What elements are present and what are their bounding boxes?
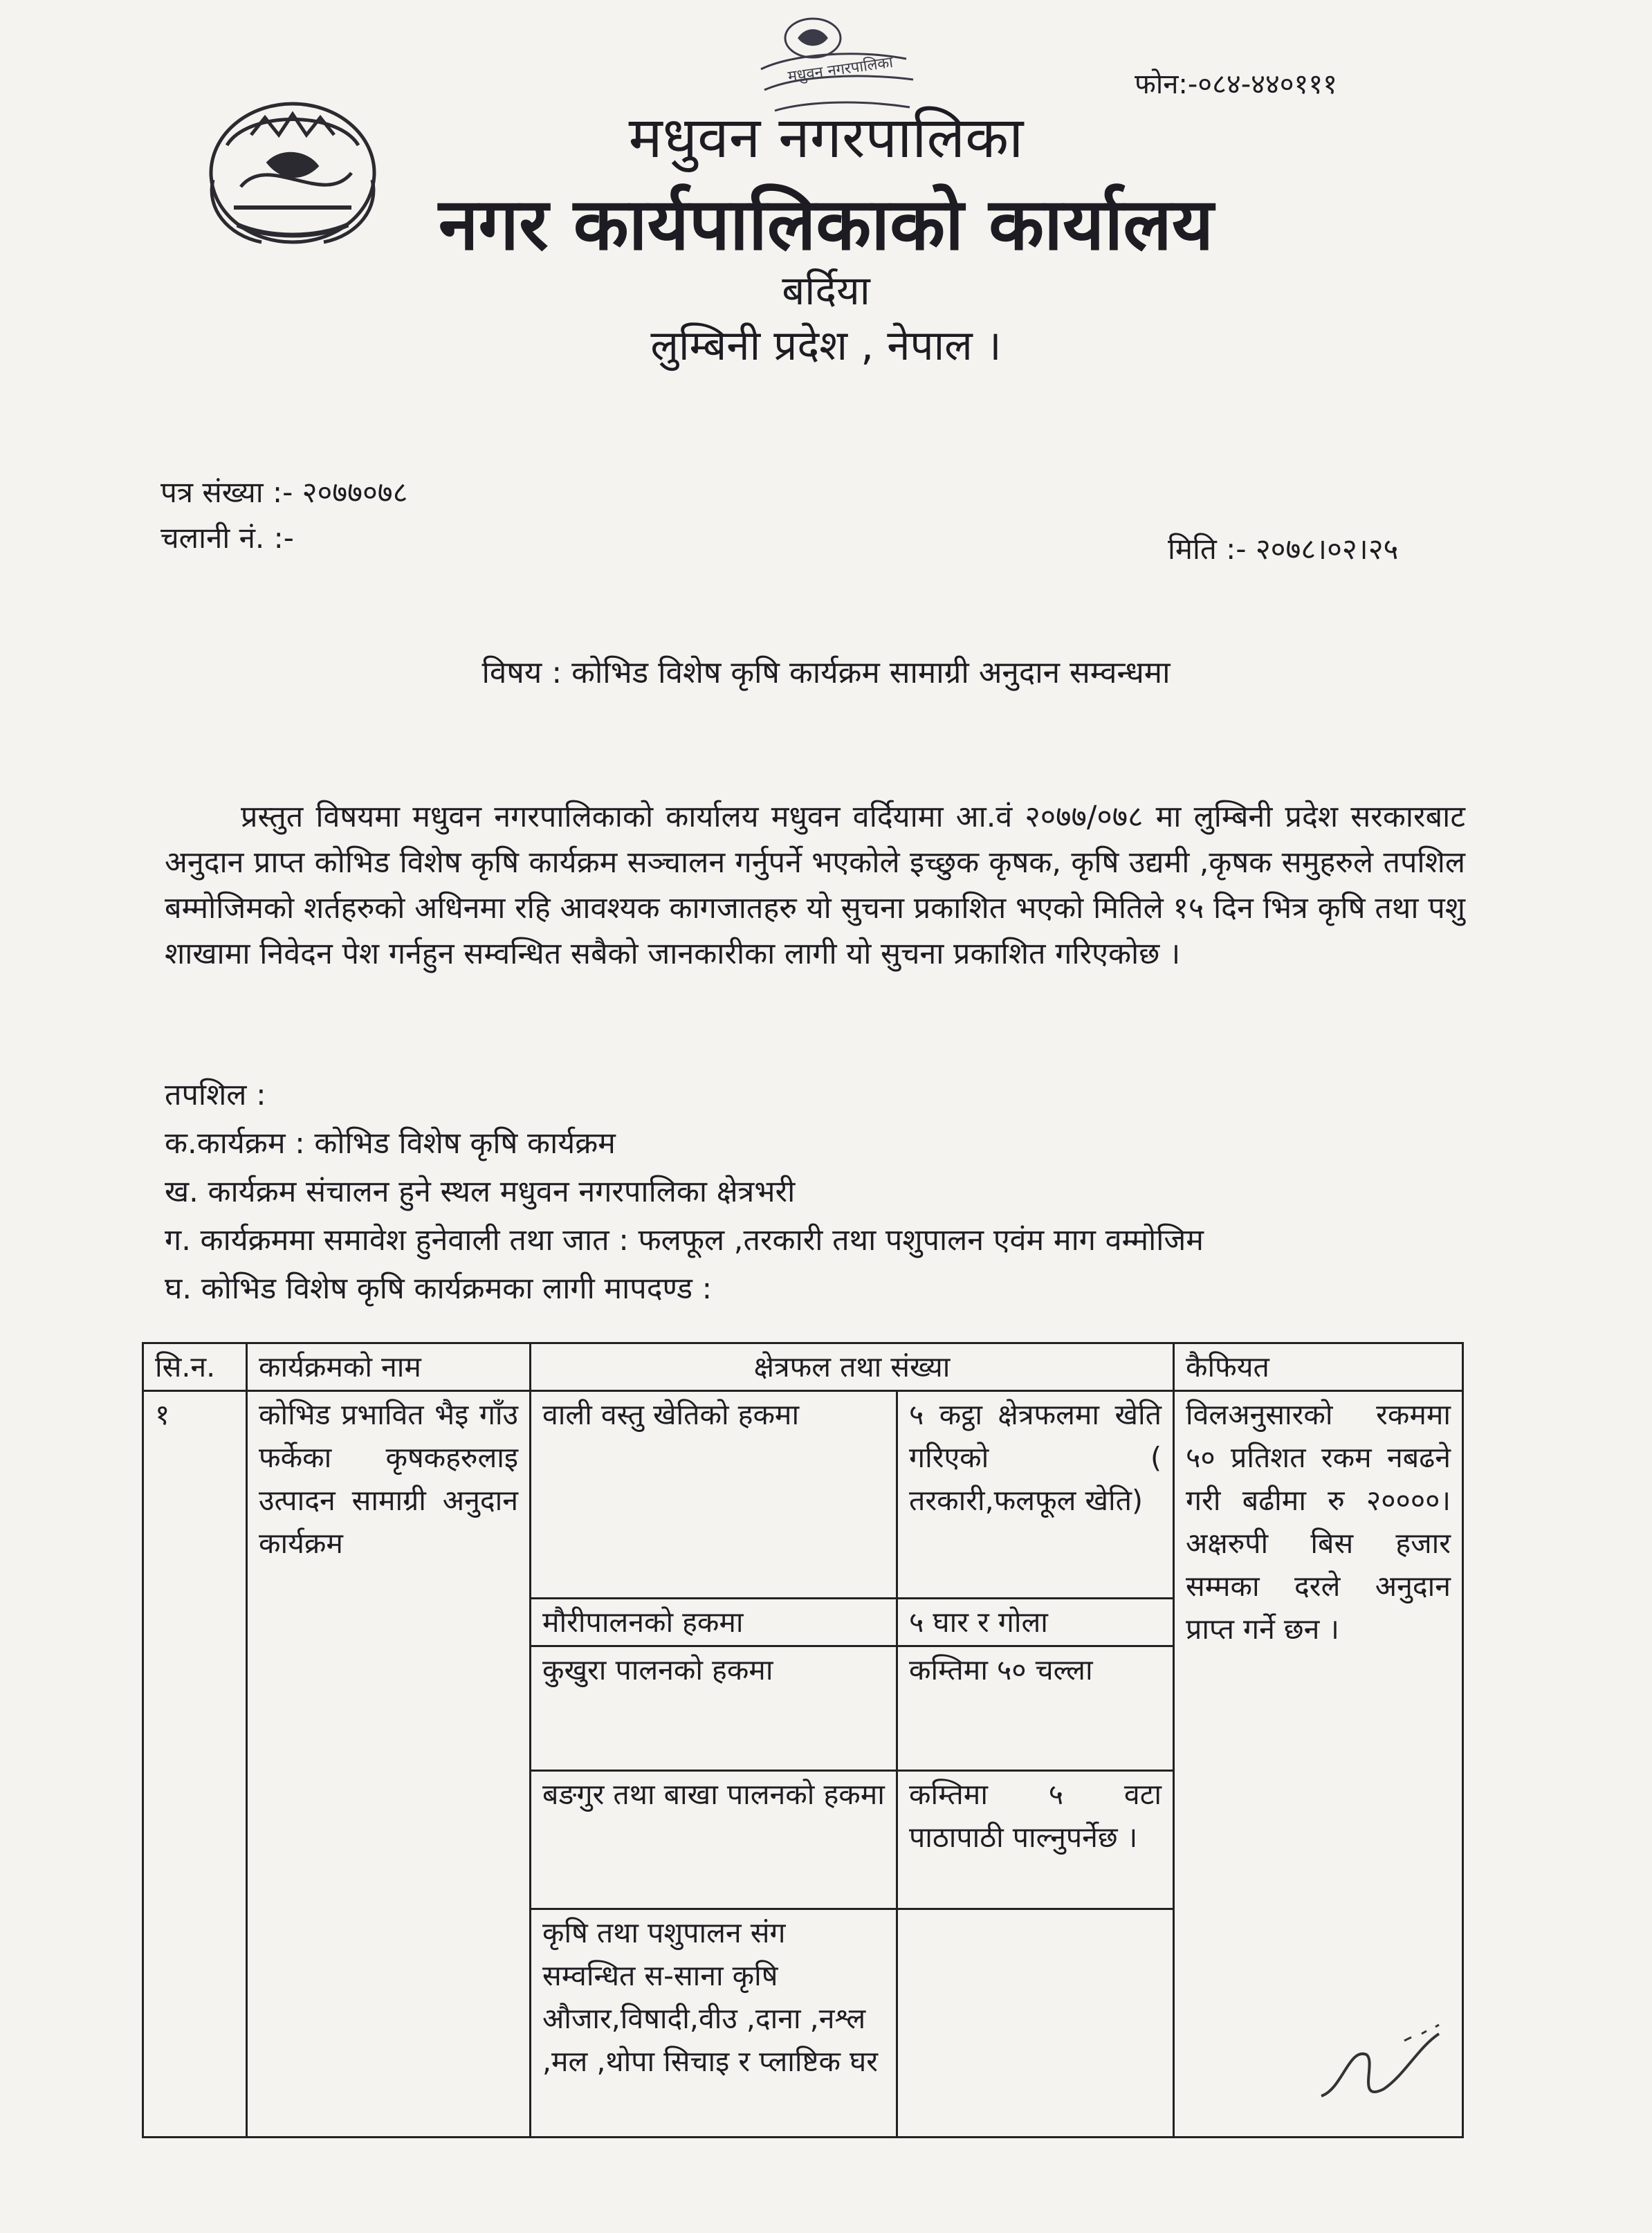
notice-body: प्रस्तुत विषयमा मधुवन नगरपालिकाको कार्यालय मधुवन वर्दियामा आ.वं २०७७/०७८ मा लुम्बिनी प्रदेश सरकारबाट अनुदान प्राप्त कोभिड विशेष कृषि कार्यक्रम सञ्चालन गर्नुपर्ने भएकोले इच्छुक कृषक, कृषि उद्यमी ,कृषक समुहरुले तपशिल बम्मोजिमको शर्तहरुको अधिनमा रहि आवश्यक कागजातहरु यो सुचना प्रकाशित भएको मितिले १५ दिन भित्र कृषि तथा पशु शाखामा निवेदन पेश गर्नहुन सम्वन्धित सबैको जानकारीका लागी यो सुचना प्रकाशित गरिएकोछ । (165, 800, 1465, 971)
serial-cell: १ (143, 1391, 247, 2138)
header-remarks: कैफियत (1174, 1343, 1463, 1391)
type-cell: मौरीपालनको हकमा (531, 1599, 897, 1646)
table-row (143, 1391, 1463, 1599)
criteria-cell: कम्तिमा ५ वटा पाठापाठी पाल्नुपर्नेछ । (897, 1771, 1174, 1909)
signature-icon (1301, 2006, 1474, 2117)
province-country: लुम्बिनी प्रदेश , नेपाल । (650, 322, 1002, 370)
type-cell: वाली वस्तु खेतिको हकमा (531, 1391, 897, 1599)
type-cell: कृषि तथा पशुपालन संग सम्वन्धित स-साना कृषि औजार,विषादी,वीउ ,दाना ,नश्ल ,मल ,थोपा सिचाइ र प्लाष्टिक घर (531, 1909, 897, 2138)
type-cell: कुखुरा पालनको हकमा (531, 1646, 897, 1771)
criteria-table (142, 1342, 1464, 2138)
criteria-cell (897, 1909, 1174, 2138)
criteria-cell: ५ कट्ठा क्षेत्रफलमा खेति गरिएको ( तरकारी,फलफूल खेति) (897, 1391, 1174, 1599)
header-area-count: क्षेत्रफल तथा संख्या (531, 1343, 1174, 1391)
district-name: बर्दिया (782, 267, 870, 314)
program-name-cell: कोभिड प्रभावित भैइ गाँउ फर्केका कृषकहरुलाइ उत्पादन सामाग्री अनुदान कार्यक्रम (247, 1391, 531, 2138)
office-title: नगर कार्यपालिकाको कार्यालय (438, 182, 1214, 266)
details-heading: तपशिल : (165, 1078, 266, 1112)
letter-date: मिति :- २०७८।०२।२५ (1168, 532, 1399, 566)
details-item: क.कार्यक्रम : कोभिड विशेष कृषि कार्यक्रम (165, 1126, 616, 1161)
details-list (165, 1071, 1204, 1313)
criteria-cell: कम्तिमा ५० चल्ला (897, 1646, 1174, 1771)
details-item: ग. कार्यक्रममा समावेश हुनेवाली तथा जात : फलफूल ,तरकारी तथा पशुपालन एवंम माग वम्मोजिम (165, 1223, 1204, 1258)
svg-text:मधुवन नगरपालिका: मधुवन नगरपालिका (787, 53, 894, 86)
dispatch-number: चलानी नं. :- (160, 521, 294, 555)
letter-number: पत्र संख्या :- २०७७०७८ (160, 475, 408, 509)
municipality-name: मधुवन नगरपालिका (628, 105, 1024, 171)
header-program-name: कार्यक्रमको नाम (247, 1343, 531, 1391)
criteria-cell: ५ घार र गोला (897, 1599, 1174, 1646)
type-cell: बङगुर तथा बाखा पालनको हकमा (531, 1771, 897, 1909)
phone-number: फोन:-०८४-४४०१११ (1135, 68, 1337, 100)
details-item: घ. कोभिड विशेष कृषि कार्यक्रमका लागी मापदण्ड : (165, 1271, 713, 1306)
remarks-cell: विलअनुसारको रकममा ५० प्रतिशत रकम नबढने गरी बढीमा रु २००००। अक्षरुपी बिस हजार सम्मका दरले अनुदान प्राप्त गर्ने छन । (1174, 1391, 1463, 2138)
table-header-row (143, 1343, 1463, 1391)
subject-line: विषय : कोभिड विशेष कृषि कार्यक्रम सामाग्री अनुदान सम्वन्धमा (481, 655, 1171, 690)
details-item: ख. कार्यक्रम संचालन हुने स्थल मधुवन नगरपालिका क्षेत्रभरी (165, 1175, 796, 1209)
header-serial: सि.न. (143, 1343, 247, 1391)
